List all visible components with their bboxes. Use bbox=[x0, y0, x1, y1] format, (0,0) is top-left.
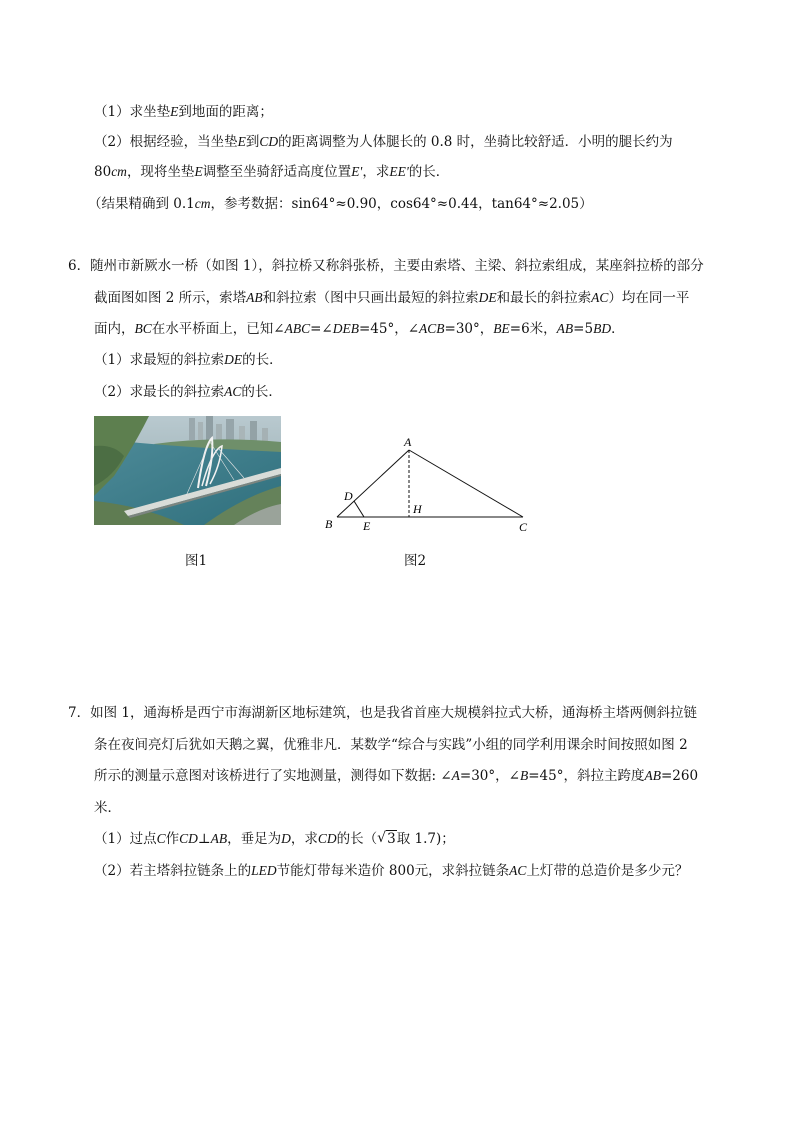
q6-line1: 6．随州市新厥水一桥（如图 1），斜拉桥又称斜张桥，主要由索塔、主梁、斜拉索组成，某座斜拉桥的部分 bbox=[68, 258, 704, 274]
geometry-figure bbox=[315, 430, 555, 540]
q6-sub1: （1）求最短的斜拉索DE的长． bbox=[94, 352, 283, 368]
q6-line2: 截面图如图 2 所示，索塔AB和斜拉索（图中只画出最短的斜拉索DE和最长的斜拉索AC）均在同一平 bbox=[94, 290, 690, 306]
q7-line3: 所示的测量示意图对该桥进行了实地测量，测得如下数据: ∠A=30°，∠B=45°，斜拉主跨度AB=260 bbox=[94, 768, 699, 784]
bridge-photo-drawing bbox=[94, 416, 281, 525]
segment-ac bbox=[409, 450, 523, 517]
label-d: D bbox=[344, 489, 353, 503]
q7-line2: 条在夜间亮灯后犹如天鹅之翼，优雅非凡．某数学“综合与实践”小组的同学利用课余时间按照如图 2 bbox=[94, 737, 688, 753]
label-e: E bbox=[363, 519, 371, 533]
bridge-photo bbox=[94, 416, 281, 525]
figure1-caption: 图1 bbox=[185, 553, 208, 569]
q7-sub2: （2）若主塔斜拉链条上的LED节能灯带每米造价 800元，求斜拉链条AC上灯带的总造价是多少元？ bbox=[94, 863, 689, 879]
label-c: C bbox=[519, 520, 528, 534]
q7-sub1: （1）过点C作CD⊥AB，垂足为D，求CD的长（ √ 3取 1.7)； bbox=[94, 830, 455, 847]
q6-line3: 面内，BC在水平桥面上，已知∠ABC=∠DEB=45°，∠ACB=30°，BE=6米，AB=5BD． bbox=[94, 321, 625, 337]
q5-part2-line2: 80cm，现将坐垫E调整至坐骑舒适高度位置E'，求EE'的长． bbox=[94, 164, 450, 180]
q6-sub2: （2）求最长的斜拉索AC的长． bbox=[94, 384, 282, 400]
q5-part2-line1: （2）根据经验，当坐垫E到CD的距离调整为人体腿长的 0.8 时，坐骑比较舒适．小明的腿长约为 bbox=[94, 134, 673, 150]
sqrt-expression: √ 3 bbox=[377, 830, 396, 847]
q5-note: （结果精确到 0.1cm，参考数据：sin64°≈0.90，cos64°≈0.44，tan64°≈2.05） bbox=[88, 196, 593, 212]
segment-de bbox=[354, 501, 364, 517]
figure2-caption: 图2 bbox=[404, 553, 427, 569]
q7-line1: 7．如图 1，通海桥是西宁市海湖新区地标建筑，也是我省首座大规模斜拉式大桥，通海桥主塔两侧斜拉链 bbox=[68, 705, 697, 721]
segment-ab bbox=[337, 450, 409, 517]
label-a: A bbox=[404, 435, 412, 449]
label-h: H bbox=[413, 502, 422, 516]
q7-line4: 米． bbox=[94, 800, 121, 816]
label-b: B bbox=[325, 517, 333, 531]
q5-part1: （1）求坐垫E到地面的距离； bbox=[94, 104, 273, 120]
